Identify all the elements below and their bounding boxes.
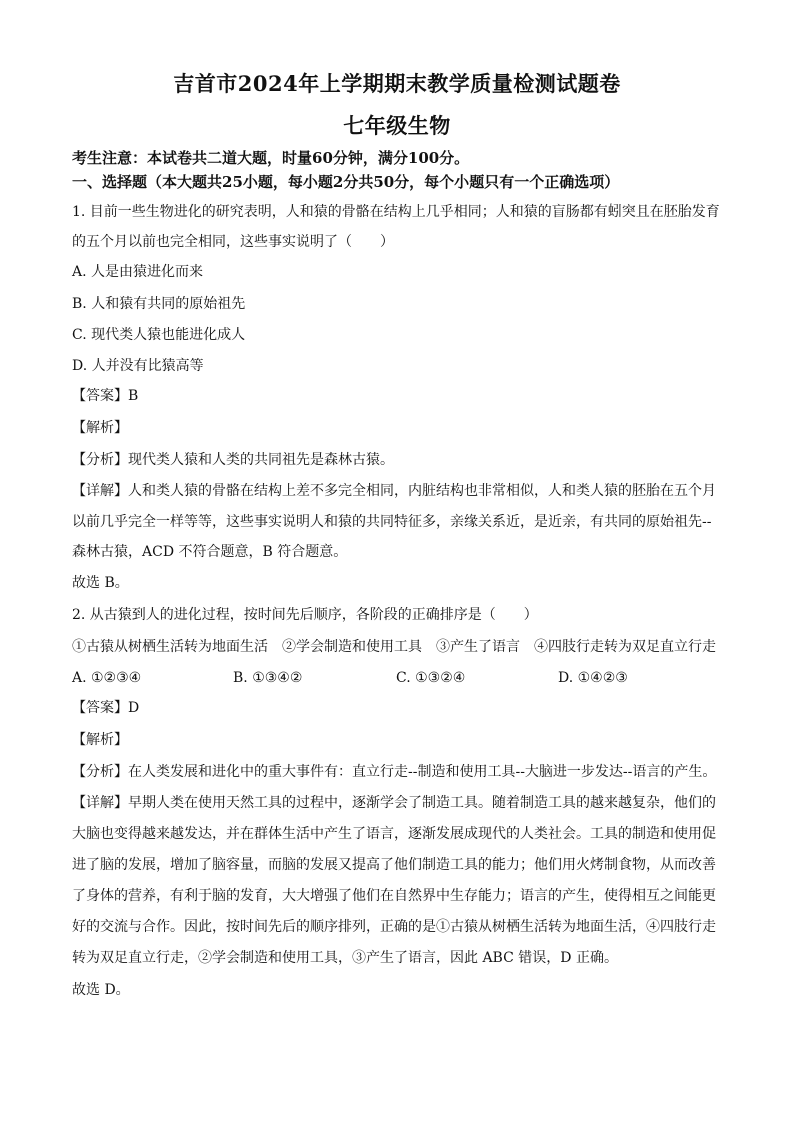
question-2-analysis-label: 【解析】 (72, 732, 128, 748)
question-2-detail-line-5: 好的交流与合作。因此，按时间先后的顺序排列，正确的是①古猿从树栖生活转为地面生活，④四肢行走 (72, 919, 716, 935)
question-1-option-b: B. 人和猿有共同的原始祖先 (72, 296, 246, 312)
question-2-detail-line-2: 大脑也变得越来越发达，并在群体生活中产生了语言，逐渐发展成现代的人类社会。工具的制造和使用促 (72, 826, 716, 842)
exam-notice: 考生注意：本试卷共二道大题，时量60分钟，满分100分。 (72, 149, 470, 167)
section-heading: 一、选择题（本大题共25小题，每小题2分共50分，每个小题只有一个正确选项） (72, 173, 620, 191)
question-2-answer: 【答案】D (72, 700, 140, 716)
question-2-option-a: A. ①②③④ (72, 670, 142, 686)
question-2-detail-line-3: 进了脑的发展，增加了脑容量，而脑的发展又提高了他们制造工具的能力；他们用火烤制食物，从而改善 (72, 857, 716, 873)
question-2-option-b: B. ①③④② (233, 670, 303, 686)
question-1-option-d: D. 人并没有比猿高等 (72, 358, 204, 374)
question-2-detail-line-6: 转为双足直立行走，②学会制造和使用工具，③产生了语言，因此 ABC 错误，D 正确。 (72, 950, 618, 966)
page-subtitle: 七年级生物 (343, 113, 451, 138)
question-2-option-c: C. ①③②④ (396, 670, 466, 686)
question-1-stem-line-1: 1. 目前一些生物进化的研究表明，人和猿的骨骼在结构上几乎相同；人和猿的盲肠都有蚓突且在胚胎发育 (72, 204, 720, 220)
question-1-detail-line-1: 【详解】人和类人猿的骨骼在结构上差不多完全相同，内脏结构也非常相似，人和类人猿的胚胎在五个月 (72, 483, 716, 499)
question-1-answer: 【答案】B (72, 388, 139, 404)
question-1-fenxi: 【分析】现代类人猿和人类的共同祖先是森林古猿。 (72, 452, 394, 468)
question-2-detail-line-1: 【详解】早期人类在使用天然工具的过程中，逐渐学会了制造工具。随着制造工具的越来越复杂，他们的 (72, 795, 716, 811)
question-2-items: ①古猿从树栖生活转为地面生活 ②学会制造和使用工具 ③产生了语言 ④四肢行走转为双足直立行走 (72, 639, 716, 655)
question-2-detail-line-4: 了身体的营养，有利于脑的发育，大大增强了他们在自然界中生存能力；语言的产生，使得相互之间能更 (72, 888, 716, 904)
question-1-detail-line-3: 森林古猿，ACD 不符合题意，B 符合题意。 (72, 544, 348, 560)
question-2-conclusion: 故选 D。 (72, 982, 130, 998)
question-1-option-c: C. 现代类人猿也能进化成人 (72, 327, 246, 343)
page-title: 吉首市2024年上学期期末教学质量检测试题卷 (173, 71, 621, 96)
question-1-option-a: A. 人是由猿进化而来 (72, 264, 204, 280)
question-2-fenxi: 【分析】在人类发展和进化中的重大事件有：直立行走--制造和使用工具--大脑进一步发达--语言的产生。 (72, 764, 717, 780)
question-2-stem: 2. 从古猿到人的进化过程，按时间先后顺序，各阶段的正确排序是（ ） (72, 607, 538, 623)
question-1-conclusion: 故选 B。 (72, 575, 129, 591)
question-1-detail-line-2: 以前几乎完全一样等等，这些事实说明人和猿的共同特征多，亲缘关系近，是近亲，有共同的原始祖先-- (72, 514, 712, 530)
question-1-stem-line-2: 的五个月以前也完全相同，这些事实说明了（ ） (72, 234, 394, 250)
question-1-analysis-label: 【解析】 (72, 420, 128, 436)
question-2-option-d: D. ①④②③ (558, 670, 628, 686)
